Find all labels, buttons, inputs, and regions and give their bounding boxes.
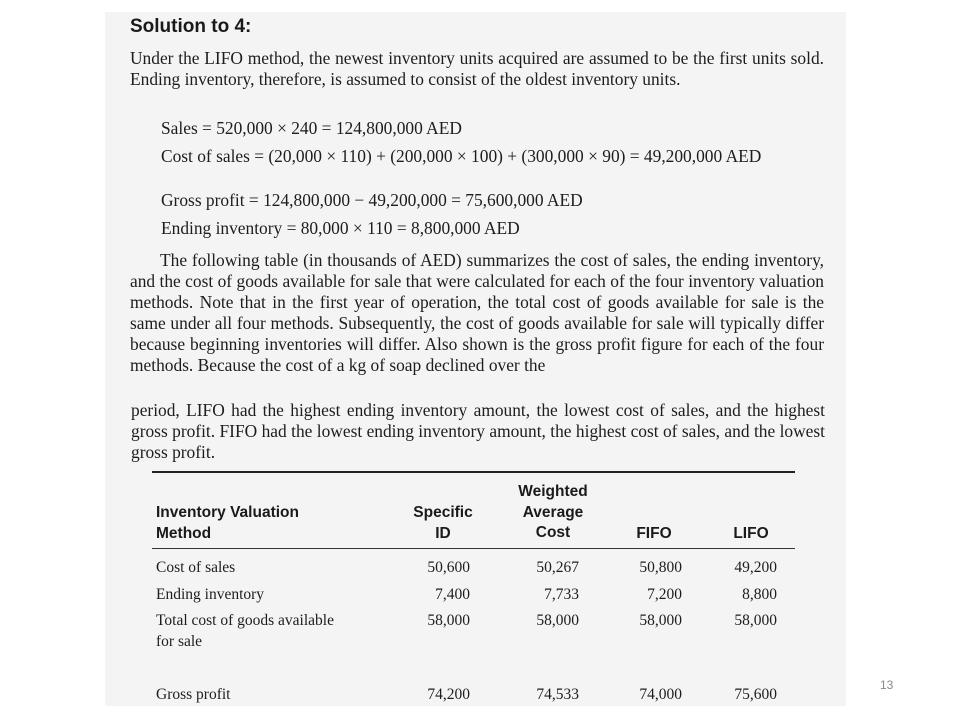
cell-gross-profit-weighted: 74,533: [536, 686, 579, 703]
header-weighted-line1: Weighted: [518, 483, 588, 500]
row-label-total-line1: Total cost of goods available: [156, 612, 334, 629]
header-weighted-line2: Average: [522, 503, 584, 521]
solution-title: Solution to 4:: [130, 16, 252, 37]
cost-of-sales-equation: [161, 147, 771, 165]
header-weighted-line3: Cost: [535, 524, 571, 541]
table-top-rule: [152, 471, 795, 473]
row-label-cost-of-sales: Cost of sales: [156, 559, 236, 576]
cell-total-cost-weighted: 58,000: [536, 612, 579, 629]
header-lifo: LIFO: [733, 525, 769, 542]
cell-gross-profit-lifo: 75,600: [734, 686, 777, 703]
header-specific-line1: Specific: [413, 504, 473, 521]
ending-inventory-equation: Ending inventory = 80,000 × 110 = 8,800,000 AED: [161, 218, 520, 238]
sales-equation: Sales = 520,000 × 240 = 124,800,000 AED: [161, 118, 462, 138]
header-weighted-average-cost: [500, 482, 606, 544]
cell-total-cost-fifo: 58,000: [639, 612, 682, 629]
cell-cost-of-sales-weighted: 50,267: [536, 559, 579, 576]
header-inventory-valuation-method: [156, 503, 299, 544]
slide-number: 13: [880, 678, 894, 692]
cell-gross-profit-fifo: 74,000: [639, 686, 682, 703]
row-label-ending-inventory: Ending inventory: [156, 586, 265, 603]
cell-ending-inventory-lifo: 8,800: [742, 586, 777, 603]
header-specific-id: [405, 503, 481, 544]
cell-total-cost-specific: 58,000: [427, 612, 470, 629]
cell-cost-of-sales-fifo: 50,800: [639, 559, 682, 576]
cell-gross-profit-specific: 74,200: [427, 686, 470, 703]
header-method-line1: Inventory Valuation: [156, 504, 299, 521]
row-label-total-cost-available: [156, 610, 396, 652]
cell-cost-of-sales-specific: 50,600: [427, 559, 470, 576]
intro-paragraph: Under the LIFO method, the newest inventory units acquired are assumed to be the first units sold. Ending inventory, therefore, is assumed to consist of the oldest inventory units.: [130, 48, 824, 89]
cell-ending-inventory-specific: 7,400: [435, 586, 470, 603]
cell-cost-of-sales-lifo: 49,200: [734, 559, 777, 576]
cost-of-sales-equation-text: Cost of sales = (20,000 × 110) + (200,000 × 100) + (300,000 × 90) = 49,200,000 AED: [161, 146, 762, 166]
header-method-line2: Method: [156, 524, 212, 542]
header-specific-line2: ID: [435, 524, 451, 542]
table-header-rule: [152, 548, 795, 549]
cell-ending-inventory-fifo: 7,200: [647, 586, 682, 603]
row-label-total-line2: for sale: [156, 633, 203, 650]
cell-total-cost-lifo: 58,000: [734, 612, 777, 629]
gross-profit-equation: Gross profit = 124,800,000 − 49,200,000 = 75,600,000 AED: [161, 190, 583, 210]
summary-paragraph-part1: The following table (in thousands of AED) summarizes the cost of sales, the ending inventory, and the cost of goods available for sale that were calculated for each of the four inventory valuation methods. Note that in the first year of operation, the total cost of goods available for sale is the same under all four methods. Subsequently, the cost of goods available for sale will typically differ because beginning inventories will differ. Also shown is the gross profit figure for each of the four methods. Because the cost of a kg of soap declined over the: [130, 250, 824, 375]
row-label-gross-profit: Gross profit: [156, 686, 231, 703]
header-fifo: FIFO: [636, 525, 672, 542]
cell-ending-inventory-weighted: 7,733: [544, 586, 579, 603]
summary-paragraph-part2: period, LIFO had the highest ending inventory amount, the lowest cost of sales, and the highest gross profit. FIFO had the lowest ending inventory amount, the highest cost of sales, and the lowest gross profit.: [131, 400, 825, 462]
